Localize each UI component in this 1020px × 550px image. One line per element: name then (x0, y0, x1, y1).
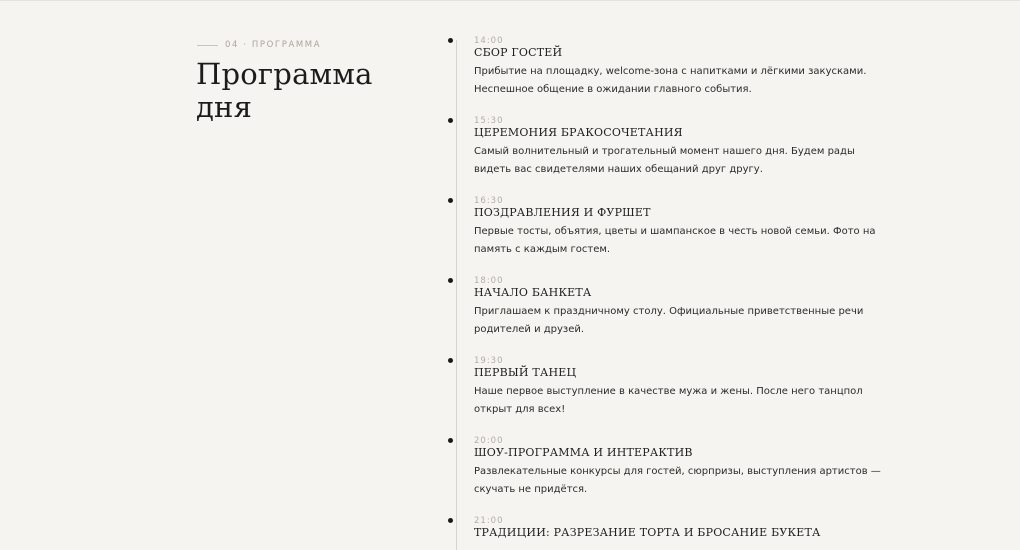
timeline-dot (448, 38, 453, 43)
timeline-dot (448, 198, 453, 203)
event-title: ПОЗДРАВЛЕНИЯ И ФУРШЕТ (474, 206, 651, 219)
event-description: Развлекательные конкурсы для гостей, сюрпризы, выступления артистов — скучать не придётся. (474, 466, 881, 495)
event-title: ЦЕРЕМОНИЯ БРАКОСОЧЕТАНИЯ (474, 126, 683, 139)
event-time: 18:00 (474, 276, 504, 286)
event-description: Самый волнительный и трогательный момент нашего дня. Будем рады видеть вас свидетелями наших обещаний друг другу. (474, 146, 855, 175)
section-label (197, 40, 321, 50)
label-dash (197, 45, 218, 46)
timeline-dot (448, 518, 453, 523)
event-time: 19:30 (474, 356, 504, 366)
timeline-dot (448, 438, 453, 443)
event-description: Первые тосты, объятия, цветы и шампанское в честь новой семьи. Фото на память с каждым гостем. (474, 226, 876, 255)
event-time: 14:00 (474, 36, 504, 46)
event-time: 16:30 (474, 196, 504, 206)
event-time: 20:00 (474, 436, 504, 446)
top-divider (0, 0, 1020, 1)
timeline-line (456, 40, 457, 550)
event-title: ШОУ-ПРОГРАММА И ИНТЕРАКТИВ (474, 446, 693, 459)
timeline-dot (448, 358, 453, 363)
event-time: 21:00 (474, 516, 504, 526)
event-title: НАЧАЛО БАНКЕТА (474, 286, 592, 299)
event-description: Прибытие на площадку, welcome-зона с напитками и лёгкими закусками. Неспешное общение в ожидании главного события. (474, 66, 867, 95)
event-title: ТРАДИЦИИ: РАЗРЕЗАНИЕ ТОРТА И БРОСАНИЕ БУКЕТА (474, 526, 821, 539)
event-title: СБОР ГОСТЕЙ (474, 46, 563, 59)
page-title: Программа дня (196, 57, 373, 124)
event-title: ПЕРВЫЙ ТАНЕЦ (474, 366, 577, 379)
event-time: 15:30 (474, 116, 504, 126)
event-description: Приглашаем к праздничному столу. Официальные приветственные речи родителей и друзей. (474, 306, 864, 335)
section-label-text: 04 · ПРОГРАММА (225, 40, 322, 50)
event-description: Наше первое выступление в качестве мужа и жены. После него танцпол открыт для всех! (474, 386, 863, 415)
timeline-dot (448, 118, 453, 123)
timeline-dot (448, 278, 453, 283)
